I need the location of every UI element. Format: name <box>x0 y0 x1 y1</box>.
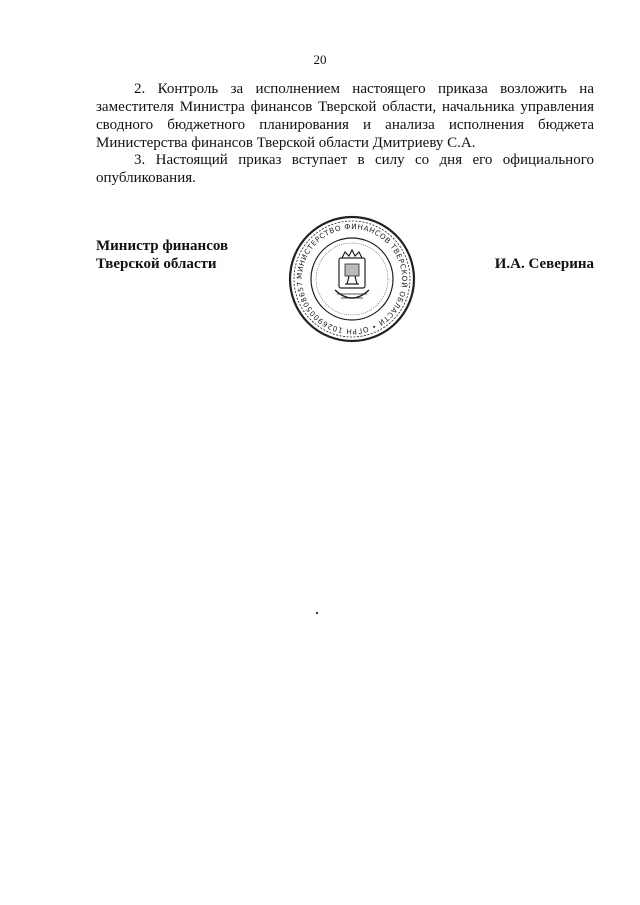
signatory-title-line-2: Тверской области <box>96 256 217 272</box>
scan-artifact-dot <box>316 612 318 614</box>
seal-icon <box>287 214 417 344</box>
signatory-title <box>96 237 228 273</box>
svg-text:МИНИСТЕРСТВО ФИНАНСОВ ТВЕРСКОЙ: МИНИСТЕРСТВО ФИНАНСОВ ТВЕРСКОЙ ОБЛАСТИ • ОГРН 1026900508657 <box>294 221 410 337</box>
paragraph-effective-date: 3. Настоящий приказ вступает в силу со дня его официального опубликования. <box>96 152 594 186</box>
official-seal <box>287 214 417 344</box>
signatory-name: И.А. Северина <box>494 256 594 272</box>
coat-of-arms-icon <box>335 250 369 298</box>
signatory-title-line-1: Министр финансов <box>96 238 229 254</box>
page-number: 20 <box>313 52 327 67</box>
paragraph-control: 2. Контроль за исполнением настоящего приказа возложить на заместителя Министра финансов Тверской области, начальника управления сводного бюджетного планирования и анализа исполнения бюджета Министерства финансов Тверской области Дмитриеву С.А. <box>96 81 594 151</box>
